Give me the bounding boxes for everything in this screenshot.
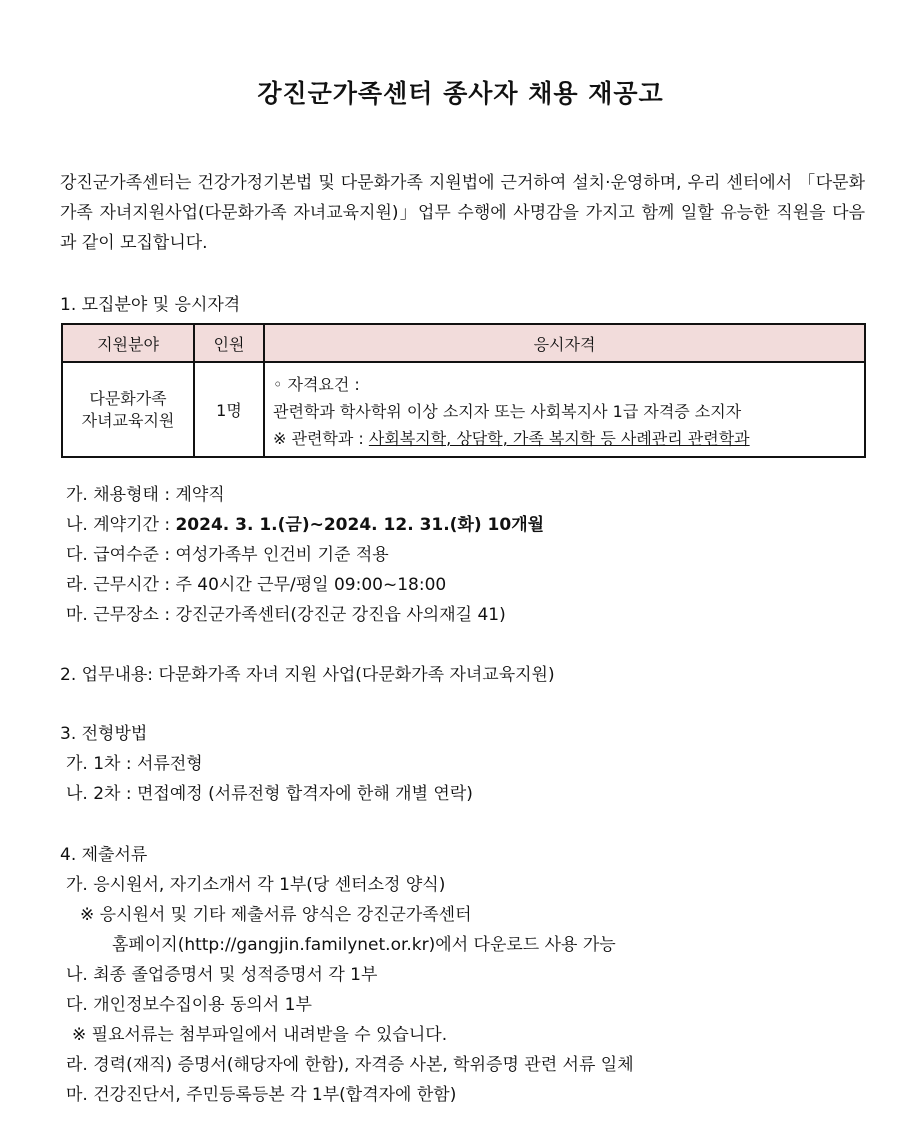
selection-step-1: 가. 1차 : 서류전형: [66, 754, 203, 774]
intro-paragraph: 강진군가족센터는 건강가정기본법 및 다문화가족 지원법에 근거하여 설치·운영하며, 우리 센터에서 「다문화가족 자녀지원사업(다문화가족 자녀교육지원)」업무 수행에 사명감을 가지고 함께 일할 유능한 직원을 다음과 같이 모집합니다.: [60, 173, 865, 253]
salary-level: [66, 540, 389, 565]
item-label: 다. 급여수준 :: [66, 545, 176, 565]
cell-qualification: [264, 362, 865, 457]
item-value: 계약직: [175, 485, 225, 505]
document-item-da: 다. 개인정보수집이용 동의서 1부: [66, 995, 312, 1015]
section3-heading: 3. 전형방법: [60, 724, 148, 744]
document-item-ga: 가. 응시원서, 자기소개서 각 1부(당 센터소정 양식): [66, 875, 446, 895]
document-note-3: ※ 필요서류는 첨부파일에서 내려받을 수 있습니다.: [72, 1025, 448, 1045]
section1-heading: 1. 모집분야 및 응시자격: [60, 295, 241, 315]
field-line2: 자녀교육지원: [81, 410, 175, 430]
item-label: 라. 근무시간 :: [66, 575, 176, 595]
contract-period: [66, 510, 544, 535]
header-field: 지원분야: [62, 324, 194, 362]
item-label: 나. 계약기간 :: [66, 515, 176, 535]
document-note-1: ※ 응시원서 및 기타 제출서류 양식은 강진군가족센터: [80, 905, 472, 925]
item-value: 여성가족부 인건비 기준 적용: [175, 545, 389, 565]
page-title: 강진군가족센터 종사자 채용 재공고: [257, 79, 664, 108]
document-item-ma: 마. 건강진단서, 주민등록등본 각 1부(합격자에 한함): [66, 1085, 457, 1105]
field-line1: 다문화가족: [89, 388, 167, 408]
employment-type: [66, 480, 225, 505]
qual-note-prefix: ※ 관련학과 :: [273, 429, 369, 448]
qual-note-majors: 사회복지학, 상담학, 가족 복지학 등 사례관리 관련학과: [368, 429, 750, 448]
document-note-2: 홈페이지(http://gangjin.familynet.or.kr)에서 다운로드 사용 가능: [112, 935, 616, 955]
section2-heading: 2. 업무내용: 다문화가족 자녀 지원 사업(다문화가족 자녀교육지원): [60, 665, 555, 685]
qual-main: 관련학과 학사학위 이상 소지자 또는 사회복지사 1급 자격증 소지자: [273, 402, 742, 421]
item-value: 2024. 3. 1.(금)~2024. 12. 31.(화) 10개월: [175, 515, 545, 535]
document-item-ra: 라. 경력(재직) 증명서(해당자에 한함), 자격증 사본, 학위증명 관련 서류 일체: [66, 1055, 634, 1075]
section4-heading: 4. 제출서류: [60, 845, 148, 865]
header-count: 인원: [194, 324, 264, 362]
recruit-table: [61, 323, 866, 458]
table-header-row: [62, 324, 865, 362]
item-value: 강진군가족센터(강진군 강진읍 사의재길 41): [175, 605, 506, 625]
item-value: 주 40시간 근무/평일 09:00~18:00: [175, 575, 447, 595]
header-qualification: 응시자격: [264, 324, 865, 362]
cell-field: [62, 362, 194, 457]
qual-heading: ◦ 자격요건 :: [273, 375, 360, 394]
item-label: 마. 근무장소 :: [66, 605, 176, 625]
qual-note: [273, 425, 858, 452]
table-row: [62, 362, 865, 457]
cell-count: 1명: [194, 362, 264, 457]
work-hours: [66, 570, 446, 595]
item-label: 가. 채용형태 :: [66, 485, 176, 505]
selection-step-2: 나. 2차 : 면접예정 (서류전형 합격자에 한해 개별 연락): [66, 784, 473, 804]
document-item-na: 나. 최종 졸업증명서 및 성적증명서 각 1부: [66, 965, 378, 985]
work-location: [66, 600, 506, 625]
